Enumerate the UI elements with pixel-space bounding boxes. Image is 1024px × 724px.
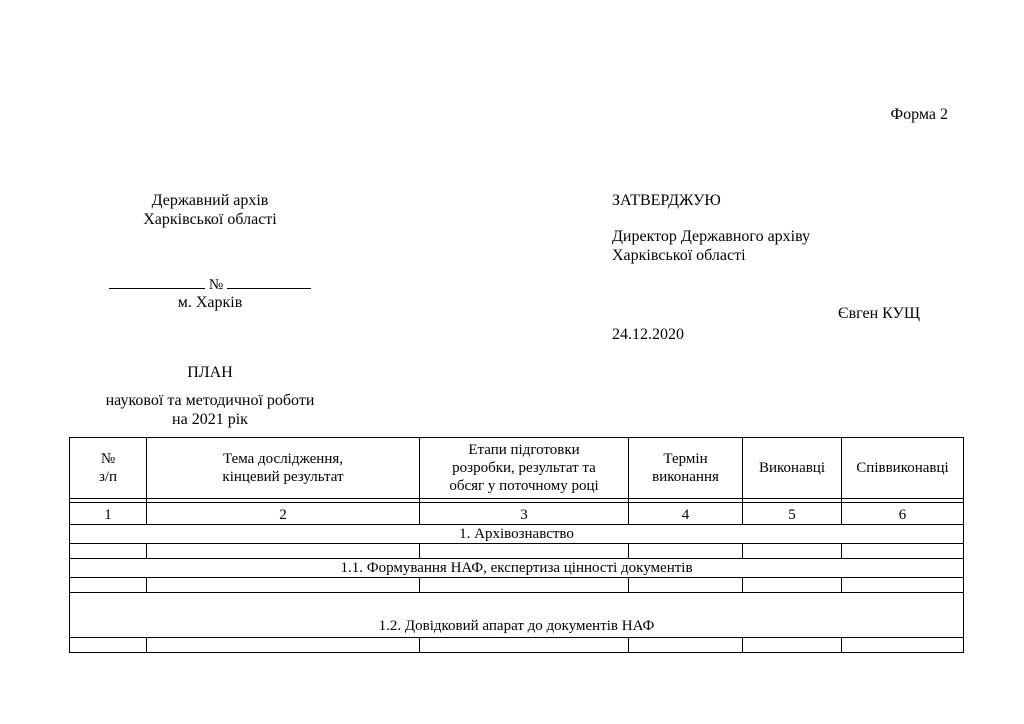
approval-date: 24.12.2020 [612, 326, 684, 343]
table-cell[interactable] [420, 544, 629, 559]
plan-subtitle [90, 391, 330, 429]
header-topic [147, 438, 420, 499]
table-cell[interactable] [629, 638, 743, 653]
table-cell[interactable] [147, 578, 420, 593]
header-line: з/п [98, 469, 118, 485]
registration-number-sign: № [208, 277, 224, 293]
header-line: Етапи підготовки [468, 442, 580, 458]
approver-position-line2: Харківської області [612, 247, 746, 264]
registration-date-blank [109, 276, 205, 289]
table-cell[interactable] [70, 578, 147, 593]
column-number: 3 [420, 503, 629, 525]
plan-title: ПЛАН [187, 364, 233, 381]
approve-label: ЗАТВЕРДЖУЮ [612, 192, 721, 209]
archive-name [110, 191, 310, 229]
table-cell[interactable] [743, 578, 842, 593]
section-title: 1.2. Довідковий апарат до документів НАФ [70, 593, 964, 638]
section-row-reference-apparatus [70, 593, 964, 638]
header-line: розробки, результат та [452, 460, 596, 476]
column-numbers-row [70, 503, 964, 525]
header-line: Співвиконавці [856, 460, 949, 476]
header-executors [743, 438, 842, 499]
header-stages [420, 438, 629, 499]
section-row-naf-formation [70, 559, 964, 578]
table-cell[interactable] [147, 638, 420, 653]
archive-name-line2: Харківської області [143, 211, 277, 228]
table-cell[interactable] [629, 578, 743, 593]
section-row-archival-science [70, 525, 964, 544]
header-number [70, 438, 147, 499]
column-number: 5 [743, 503, 842, 525]
form-label: Форма 2 [890, 106, 948, 123]
table-cell[interactable] [70, 544, 147, 559]
column-number: 6 [842, 503, 964, 525]
header-line: Тема дослідження, [222, 451, 344, 467]
table-row [70, 638, 964, 653]
table-cell[interactable] [743, 638, 842, 653]
table-header-row [70, 438, 964, 499]
archive-name-line1: Державний архів [151, 192, 269, 209]
table-row [70, 544, 964, 559]
table-cell[interactable] [743, 544, 842, 559]
header-line: виконання [652, 469, 719, 485]
table-cell[interactable] [842, 544, 964, 559]
table-cell[interactable] [629, 544, 743, 559]
header-co-executors [842, 438, 964, 499]
header-line: Виконавці [758, 460, 826, 476]
registration-line [104, 276, 316, 294]
header-deadline [629, 438, 743, 499]
city: м. Харків [177, 294, 243, 311]
registration-number-blank [227, 276, 311, 289]
header-line: кінцевий результат [222, 469, 344, 485]
plan-table [69, 437, 964, 653]
table-cell[interactable] [842, 638, 964, 653]
table-cell[interactable] [842, 578, 964, 593]
header-line: № [100, 451, 116, 467]
header-line: Термін [663, 451, 708, 467]
approver-position [612, 227, 810, 265]
section-title: 1.1. Формування НАФ, експертиза цінності документів [70, 559, 964, 578]
table-cell[interactable] [70, 638, 147, 653]
plan-subtitle-line2: на 2021 рік [172, 411, 248, 428]
table-cell[interactable] [147, 544, 420, 559]
column-number: 4 [629, 503, 743, 525]
table-cell[interactable] [420, 578, 629, 593]
signer-name: Євген КУЩ [838, 305, 920, 322]
column-number: 1 [70, 503, 147, 525]
column-number: 2 [147, 503, 420, 525]
approver-position-line1: Директор Державного архіву [612, 228, 811, 245]
table-cell[interactable] [420, 638, 629, 653]
header-line: обсяг у поточному році [449, 478, 599, 494]
plan-subtitle-line1: наукової та методичної роботи [105, 392, 315, 409]
section-title: 1. Архівознавство [70, 525, 964, 544]
table-row [70, 578, 964, 593]
